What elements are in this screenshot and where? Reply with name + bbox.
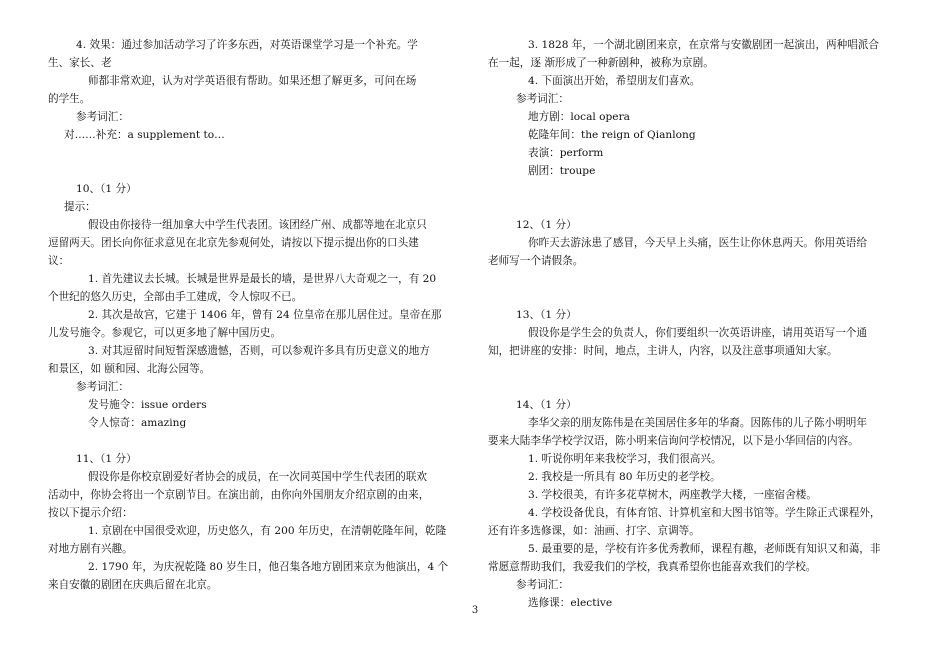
text-line: 老师写一个请假条。 (488, 255, 584, 267)
text-line: 个世纪的悠久历史，全部由手工建成，令人惊叹不已。 (48, 291, 303, 303)
text-line: 议： (48, 255, 70, 267)
text-line: 5. 最重要的是，学校有许多优秀教师，课程有趣，老师既有知识又和蔼，非 (528, 543, 881, 555)
question-title-13: 13、（1 分） (516, 309, 577, 321)
question-title-14: 14、（1 分） (516, 399, 577, 411)
reference-label: 参考词汇： (516, 93, 569, 105)
text-line: 在一起，逐 渐形成了一种新剧种，被称为京剧。 (488, 57, 714, 69)
hint-label: 提示： (64, 201, 96, 213)
reference-label: 参考词汇： (516, 579, 569, 591)
text-line: 4. 效果：通过参加活动学习了许多东西，对英语课堂学习是一个补充。学 (76, 39, 418, 51)
text-line: 知，把讲座的安排：时间，地点，主讲人，内容，以及注意事项通知大家。 (488, 345, 838, 357)
text-line: 4. 下面演出开始，希望朋友们喜欢。 (528, 75, 701, 87)
reference-item: 地方剧：local opera (528, 111, 630, 123)
text-line: 常愿意帮助我们，我爱我们的学校，我真希望你也能喜欢我们的学校。 (488, 561, 817, 573)
text-line: 假设由你接待一组加拿大中学生代表团。该团经广州、成都等地在北京只 (88, 219, 427, 231)
text-line: 3. 学校很美，有许多花草树木，两座教学大楼，一座宿舍楼。 (528, 489, 817, 501)
reference-item: 发号施令：issue orders (88, 399, 207, 411)
reference-label: 参考词汇： (76, 381, 129, 393)
text-line: 按以下提示介绍： (48, 507, 133, 519)
reference-label: 参考词汇： (76, 111, 129, 123)
page-number: 3 (471, 605, 479, 616)
question-title-11: 11、（1 分） (76, 453, 137, 465)
question-title-12: 12、（1 分） (516, 219, 577, 231)
text-line: 2. 我校是一所具有 80 年历史的老学校。 (528, 471, 721, 483)
text-line: 和景区，如 颐和园、北海公园等。 (48, 363, 211, 375)
text-line: 来自安徽的剧团在庆典后留在北京。 (48, 579, 218, 591)
reference-item: 对……补充：a supplement to… (64, 129, 225, 141)
text-line: 活动中，你协会将出一个京剧节目。在演出前，由你向外国朋友介绍京剧的由来， (48, 489, 430, 501)
text-line: 3. 对其逗留时间短暂深感遗憾，否则，可以参观许多具有历史意义的地方 (88, 345, 430, 357)
text-line: 你昨天去游泳患了感冒，今天早上头痛，医生让你休息两天。你用英语给 (528, 237, 867, 249)
right-column (488, 36, 906, 612)
text-line: 李华父亲的朋友陈伟是在美国居住多年的华裔。因陈伟的儿子陈小明明年 (528, 417, 867, 429)
reference-item: 剧团：troupe (528, 165, 596, 177)
reference-item: 表演：perform (528, 147, 604, 159)
text-line: 假设你是学生会的负责人，你们要组织一次英语讲座，请用英语写一个通 (528, 327, 867, 339)
text-line: 2. 其次是故宫，它建于 1406 年，曾有 24 位皇帝在那儿居住过。皇帝在那 (88, 309, 442, 321)
text-line: 4. 学校设备优良，有体育馆、计算机室和大图书馆等。学生除正式课程外， (528, 507, 881, 519)
text-line: 1. 首先建议去长城。长城是世界是最长的墙，是世界八大奇观之一，有 20 (88, 273, 437, 285)
question-title-10: 10、（1 分） (76, 183, 137, 195)
left-column (48, 36, 464, 594)
text-line: 1. 听说你明年来我校学习，我们很高兴。 (528, 453, 722, 465)
reference-item: 选修课：elective (528, 597, 613, 609)
text-line: 1. 京剧在中国很受欢迎，历史悠久，有 200 年历史，在清朝乾隆年间，乾隆 (88, 525, 447, 537)
reference-item: 令人惊奇：amazing (88, 417, 187, 429)
text-line: 的学生。 (48, 93, 91, 105)
reference-item: 乾隆年间：the reign of Qianlong (528, 129, 696, 141)
text-line: 还有许多选修课，如：油画、打字、京调等。 (488, 525, 700, 537)
text-line: 生、家长、老 (48, 57, 112, 69)
text-line: 要来大陆李华学校学汉语，陈小明来信询问学校情况，以下是小华回信的内容。 (488, 435, 859, 447)
text-line: 逗留两天。团长向你征求意见在北京先参观何处，请按以下提示提出你的口头建 (48, 237, 419, 249)
text-line: 儿发号施令。参观它，可以更多地了解中国历史。 (48, 327, 282, 339)
text-line: 3. 1828 年，一个湖北剧团来京，在京常与安徽剧团一起演出，两种唱派合 (528, 39, 880, 51)
text-line: 假设你是你校京剧爱好者协会的成员，在一次同英国中学生代表团的联欢 (88, 471, 427, 483)
text-line: 2. 1790 年，为庆祝乾隆 80 岁生日，他召集各地方剧团来京为他演出，4 个 (88, 561, 449, 573)
text-line: 师都非常欢迎，认为对学英语很有帮助。如果还想了解更多，可问在场 (88, 75, 417, 87)
text-line: 对地方剧有兴趣。 (48, 543, 133, 555)
